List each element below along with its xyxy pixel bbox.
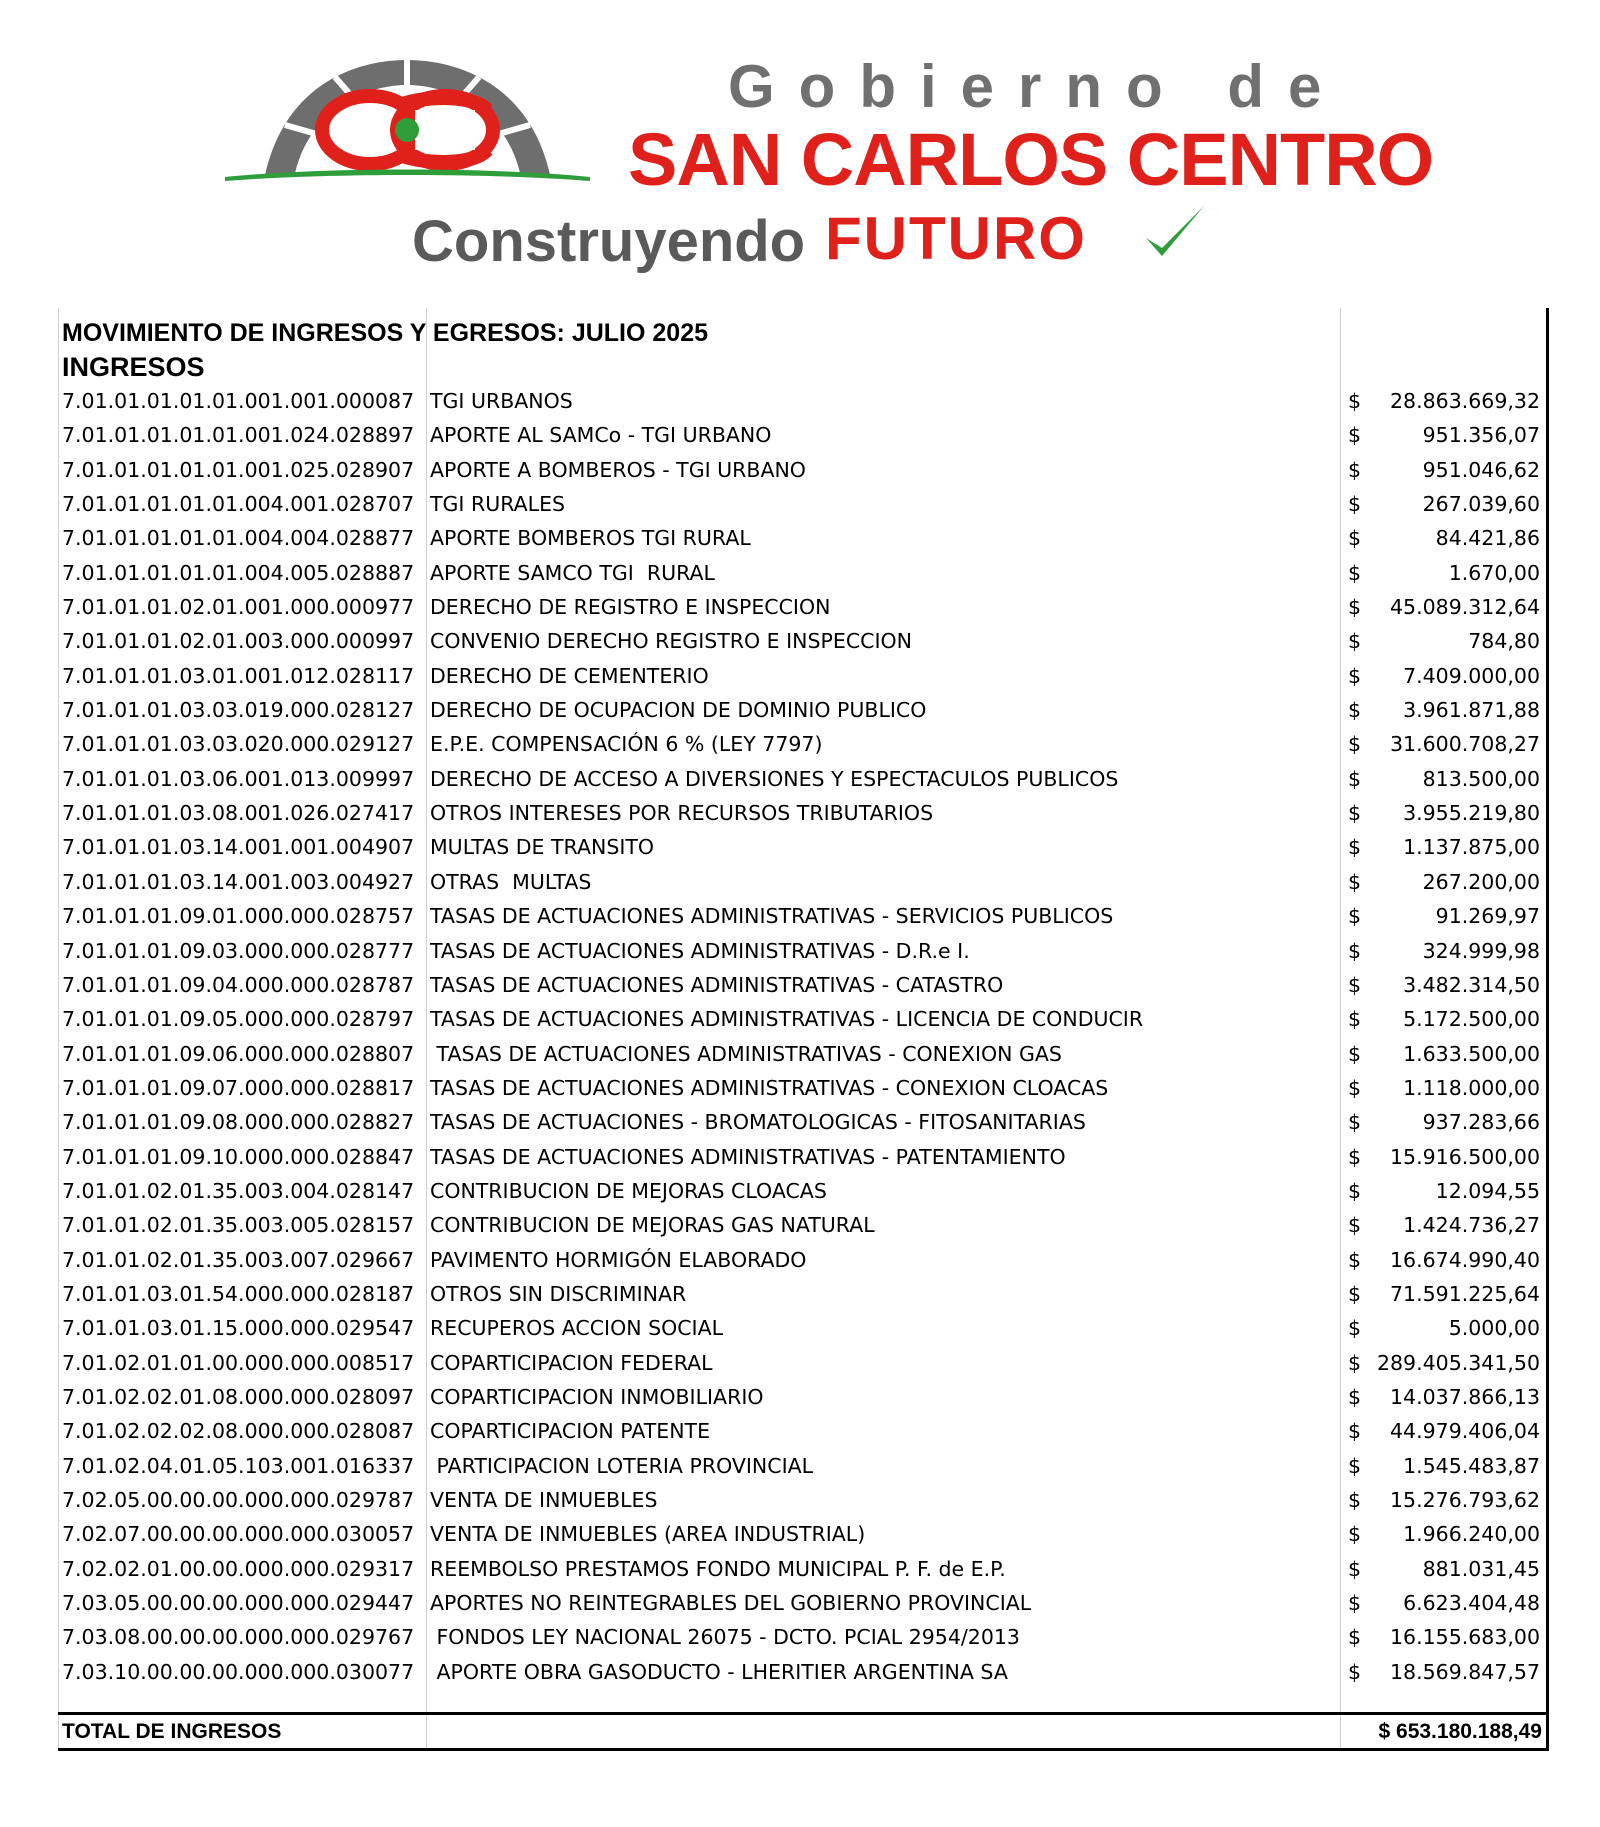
currency-symbol: $: [1348, 698, 1362, 723]
currency-symbol: $: [1348, 423, 1362, 448]
account-code: 7.02.07.00.00.00.000.000.030057: [62, 1522, 415, 1547]
amount-value: 1.118.000,00: [1403, 1075, 1540, 1100]
account-description: TGI URBANOS: [430, 389, 573, 413]
currency-symbol: $: [1348, 1075, 1362, 1100]
table-row: [58, 1311, 1546, 1345]
account-code: 7.01.02.02.02.08.000.000.028087: [62, 1419, 415, 1444]
account-code: 7.01.01.03.01.54.000.000.028187: [62, 1281, 415, 1306]
account-code: 7.01.01.02.01.35.003.007.029667: [62, 1247, 415, 1272]
currency-symbol: $: [1348, 663, 1362, 688]
table-right-border: [1546, 308, 1549, 1748]
account-code: 7.01.01.02.01.35.003.005.028157: [62, 1213, 415, 1238]
account-code: 7.01.01.01.03.06.001.013.009997: [62, 766, 415, 791]
amount-value: 31.600.708,27: [1390, 732, 1540, 757]
table-row: [58, 1380, 1546, 1414]
table-row: [58, 1586, 1546, 1620]
amount-value: 1.633.500,00: [1403, 1041, 1540, 1066]
account-description: DERECHO DE ACCESO A DIVERSIONES Y ESPECTACULOS PUBLICOS: [430, 766, 1119, 791]
total-bottom-border: [58, 1748, 1549, 1751]
account-description: COPARTICIPACION INMOBILIARIO: [430, 1384, 764, 1409]
account-description: TGI RURALES: [430, 492, 566, 517]
account-description: RECUPEROS ACCION SOCIAL: [430, 1316, 724, 1341]
account-description: PARTICIPACION LOTERIA PROVINCIAL: [430, 1453, 814, 1478]
table-row: [58, 1483, 1546, 1517]
account-description: E.P.E. COMPENSACIÓN 6 % (LEY 7797): [430, 732, 823, 757]
amount-value: 267.200,00: [1422, 869, 1540, 894]
table-row: [58, 1002, 1546, 1036]
account-code: 7.03.08.00.00.00.000.000.029767: [62, 1625, 415, 1650]
account-description: VENTA DE INMUEBLES: [430, 1488, 658, 1512]
account-description: REEMBOLSO PRESTAMOS FONDO MUNICIPAL P. F. de E.P.: [430, 1556, 1006, 1581]
total-label: TOTAL DE INGRESOS: [62, 1720, 282, 1743]
amount-value: 1.545.483,87: [1403, 1453, 1540, 1478]
account-description: APORTE SAMCO TGI RURAL: [430, 560, 715, 585]
table-row: [58, 1552, 1546, 1586]
currency-symbol: $: [1348, 1178, 1362, 1203]
amount-value: 45.089.312,64: [1390, 595, 1540, 620]
table-row: [58, 659, 1546, 693]
currency-symbol: $: [1348, 1591, 1362, 1616]
table-row: [58, 865, 1546, 899]
account-code: 7.02.02.01.00.00.000.000.029317: [62, 1556, 415, 1581]
amount-value: 324.999,98: [1422, 938, 1540, 963]
account-code: 7.01.01.01.03.14.001.001.004907: [62, 835, 415, 860]
account-description: APORTE BOMBEROS TGI RURAL: [430, 526, 751, 551]
amount-value: 44.979.406,04: [1390, 1419, 1540, 1444]
account-code: 7.01.02.04.01.05.103.001.016337: [62, 1453, 415, 1478]
account-description: CONTRIBUCION DE MEJORAS CLOACAS: [430, 1178, 827, 1203]
account-code: 7.01.01.01.09.08.000.000.028827: [62, 1110, 415, 1135]
table-row: [58, 934, 1546, 968]
total-amount: $ 653.180.188,49: [1378, 1720, 1542, 1743]
currency-symbol: $: [1348, 938, 1362, 963]
table-row: [58, 1105, 1546, 1139]
table-row: [58, 1208, 1546, 1242]
table-row: [58, 1037, 1546, 1071]
table-row: [58, 487, 1546, 521]
amount-value: 1.670,00: [1448, 560, 1540, 585]
currency-symbol: $: [1348, 1110, 1362, 1135]
amount-value: 1.137.875,00: [1403, 835, 1540, 860]
table-row: [58, 1620, 1546, 1654]
amount-value: 14.037.866,13: [1390, 1384, 1540, 1409]
account-code: 7.01.02.01.01.00.000.000.008517: [62, 1350, 415, 1375]
account-code: 7.01.01.03.01.15.000.000.029547: [62, 1316, 415, 1341]
table-row: [58, 1517, 1546, 1551]
amount-value: 5.000,00: [1448, 1316, 1540, 1341]
amount-value: 951.046,62: [1422, 457, 1540, 482]
header-slogan-part2: FUTURO: [825, 205, 1087, 272]
table-row: [58, 1655, 1546, 1689]
account-code: 7.02.05.00.00.00.000.000.029787: [62, 1488, 415, 1512]
account-description: TASAS DE ACTUACIONES ADMINISTRATIVAS - SERVICIOS PUBLICOS: [430, 904, 1114, 929]
account-code: 7.03.05.00.00.00.000.000.029447: [62, 1591, 415, 1616]
table-row: [58, 1243, 1546, 1277]
currency-symbol: $: [1348, 1316, 1362, 1341]
amount-value: 3.955.219,80: [1403, 801, 1540, 826]
table-row: [58, 693, 1546, 727]
account-description: APORTE A BOMBEROS - TGI URBANO: [430, 457, 806, 482]
account-code: 7.01.01.01.03.01.001.012.028117: [62, 663, 415, 688]
amount-value: 6.623.404,48: [1403, 1591, 1540, 1616]
account-description: TASAS DE ACTUACIONES ADMINISTRATIVAS - PATENTAMIENTO: [430, 1144, 1066, 1169]
currency-symbol: $: [1348, 1453, 1362, 1478]
currency-symbol: $: [1348, 835, 1362, 860]
table-row: [58, 384, 1546, 418]
header-slogan-part1: Construyendo: [412, 209, 806, 274]
account-description: TASAS DE ACTUACIONES ADMINISTRATIVAS - CONEXION GAS: [430, 1041, 1062, 1066]
amount-value: 3.961.871,88: [1403, 698, 1540, 723]
amount-value: 937.283,66: [1422, 1110, 1540, 1135]
amount-value: 881.031,45: [1422, 1556, 1540, 1581]
amount-value: 289.405.341,50: [1376, 1350, 1540, 1375]
header-gobierno-text: Gobierno de: [728, 53, 1346, 120]
amount-value: 15.916.500,00: [1390, 1144, 1540, 1169]
account-description: TASAS DE ACTUACIONES ADMINISTRATIVAS - CATASTRO: [430, 972, 1004, 997]
account-code: 7.01.01.01.09.05.000.000.028797: [62, 1007, 415, 1032]
table-row: [58, 1414, 1546, 1448]
currency-symbol: $: [1348, 457, 1362, 482]
account-code: 7.01.01.01.01.01.004.001.028707: [62, 492, 415, 517]
account-code: 7.03.10.00.00.00.000.000.030077: [62, 1659, 415, 1684]
currency-symbol: $: [1348, 1144, 1362, 1169]
account-description: CONTRIBUCION DE MEJORAS GAS NATURAL: [430, 1213, 875, 1238]
currency-symbol: $: [1348, 560, 1362, 585]
table-row: [58, 453, 1546, 487]
account-description: MULTAS DE TRANSITO: [430, 835, 655, 860]
amount-value: 1.966.240,00: [1403, 1522, 1540, 1547]
currency-symbol: $: [1348, 972, 1362, 997]
account-description: OTRAS MULTAS: [430, 869, 592, 894]
table-row: [58, 556, 1546, 590]
income-rows: [58, 384, 1546, 1689]
table-row: [58, 624, 1546, 658]
account-description: APORTE OBRA GASODUCTO - LHERITIER ARGENTINA SA: [430, 1659, 1008, 1684]
account-code: 7.01.01.01.02.01.001.000.000977: [62, 595, 415, 620]
account-description: CONVENIO DERECHO REGISTRO E INSPECCION: [430, 629, 912, 654]
table-row: [58, 1346, 1546, 1380]
table-row: [58, 762, 1546, 796]
currency-symbol: $: [1348, 526, 1362, 551]
amount-value: 3.482.314,50: [1403, 972, 1540, 997]
amount-value: 16.155.683,00: [1390, 1625, 1540, 1650]
amount-value: 71.591.225,64: [1390, 1281, 1540, 1306]
report-title: MOVIMIENTO DE INGRESOS Y EGRESOS: JULIO 2025: [62, 319, 709, 347]
amount-value: 7.409.000,00: [1403, 663, 1540, 688]
account-description: COPARTICIPACION PATENTE: [430, 1419, 711, 1444]
currency-symbol: $: [1348, 492, 1362, 517]
account-code: 7.01.01.02.01.35.003.004.028147: [62, 1178, 415, 1203]
currency-symbol: $: [1348, 801, 1362, 826]
account-code: 7.01.01.01.01.01.001.001.000087: [62, 389, 415, 413]
account-description: FONDOS LEY NACIONAL 26075 - DCTO. PCIAL 2954/2013: [430, 1625, 1020, 1650]
currency-symbol: $: [1348, 1522, 1362, 1547]
currency-symbol: $: [1348, 766, 1362, 791]
currency-symbol: $: [1348, 595, 1362, 620]
amount-value: 15.276.793,62: [1390, 1488, 1540, 1512]
total-row: [58, 1715, 1546, 1749]
account-description: APORTE AL SAMCo - TGI URBANO: [430, 423, 772, 448]
account-code: 7.01.01.01.03.14.001.003.004927: [62, 869, 415, 894]
amount-value: 84.421,86: [1435, 526, 1540, 551]
currency-symbol: $: [1348, 1041, 1362, 1066]
account-code: 7.01.01.01.01.01.004.004.028877: [62, 526, 415, 551]
account-description: VENTA DE INMUEBLES (AREA INDUSTRIAL): [430, 1522, 866, 1547]
table-row: [58, 1071, 1546, 1105]
amount-value: 28.863.669,32: [1390, 389, 1540, 413]
account-description: TASAS DE ACTUACIONES ADMINISTRATIVAS - LICENCIA DE CONDUCIR: [430, 1007, 1144, 1032]
amount-value: 267.039,60: [1422, 492, 1540, 517]
currency-symbol: $: [1348, 1247, 1362, 1272]
currency-symbol: $: [1348, 904, 1362, 929]
amount-value: 12.094,55: [1435, 1178, 1540, 1203]
currency-symbol: $: [1348, 389, 1362, 413]
table-row: [58, 830, 1546, 864]
account-code: 7.01.01.01.09.03.000.000.028777: [62, 938, 415, 963]
account-description: COPARTICIPACION FEDERAL: [430, 1350, 713, 1375]
currency-symbol: $: [1348, 629, 1362, 654]
account-code: 7.01.01.01.01.01.004.005.028887: [62, 560, 415, 585]
currency-symbol: $: [1348, 1281, 1362, 1306]
account-code: 7.01.01.01.09.04.000.000.028787: [62, 972, 415, 997]
account-code: 7.01.01.01.09.10.000.000.028847: [62, 1144, 415, 1169]
table-row: [58, 1277, 1546, 1311]
currency-symbol: $: [1348, 1213, 1362, 1238]
section-heading: INGRESOS: [62, 352, 205, 382]
table-row: [58, 1449, 1546, 1483]
currency-symbol: $: [1348, 1007, 1362, 1032]
account-code: 7.01.01.01.09.06.000.000.028807: [62, 1041, 415, 1066]
account-code: 7.01.01.01.02.01.003.000.000997: [62, 629, 415, 654]
table-row: [58, 727, 1546, 761]
amount-value: 813.500,00: [1422, 766, 1540, 791]
table-row: [58, 899, 1546, 933]
account-description: TASAS DE ACTUACIONES - BROMATOLOGICAS - FITOSANITARIAS: [430, 1110, 1086, 1135]
amount-value: 1.424.736,27: [1403, 1213, 1540, 1238]
amount-value: 5.172.500,00: [1403, 1007, 1540, 1032]
currency-symbol: $: [1348, 1488, 1362, 1512]
amount-value: 784,80: [1468, 629, 1540, 654]
account-description: OTROS SIN DISCRIMINAR: [430, 1281, 687, 1306]
currency-symbol: $: [1348, 1384, 1362, 1409]
header-municipality-name: SAN CARLOS CENTRO: [628, 118, 1434, 201]
amount-value: 91.269,97: [1435, 904, 1540, 929]
table-row: [58, 1174, 1546, 1208]
table-row: [58, 590, 1546, 624]
account-code: 7.01.01.01.01.01.001.024.028897: [62, 423, 415, 448]
table-row: [58, 418, 1546, 452]
currency-symbol: $: [1348, 1625, 1362, 1650]
account-code: 7.01.01.01.03.08.001.026.027417: [62, 801, 415, 826]
account-code: 7.01.02.02.01.08.000.000.028097: [62, 1384, 415, 1409]
currency-symbol: $: [1348, 869, 1362, 894]
checkmark-icon: [1140, 200, 1210, 270]
account-description: APORTES NO REINTEGRABLES DEL GOBIERNO PROVINCIAL: [430, 1591, 1032, 1616]
currency-symbol: $: [1348, 1556, 1362, 1581]
table-row: [58, 968, 1546, 1002]
account-code: 7.01.01.01.01.01.001.025.028907: [62, 457, 415, 482]
account-code: 7.01.01.01.03.03.020.000.029127: [62, 732, 415, 757]
account-description: TASAS DE ACTUACIONES ADMINISTRATIVAS - CONEXION CLOACAS: [430, 1075, 1109, 1100]
table-row: [58, 796, 1546, 830]
account-description: PAVIMENTO HORMIGÓN ELABORADO: [430, 1247, 807, 1272]
municipal-logo-icon: [225, 55, 590, 195]
page-header: [0, 0, 1600, 300]
account-code: 7.01.01.01.09.01.000.000.028757: [62, 904, 415, 929]
currency-symbol: $: [1348, 732, 1362, 757]
account-code: 7.01.01.01.03.03.019.000.028127: [62, 698, 415, 723]
amount-value: 18.569.847,57: [1390, 1659, 1540, 1684]
account-description: OTROS INTERESES POR RECURSOS TRIBUTARIOS: [430, 801, 934, 826]
currency-symbol: $: [1348, 1419, 1362, 1444]
amount-value: 16.674.990,40: [1390, 1247, 1540, 1272]
account-description: DERECHO DE OCUPACION DE DOMINIO PUBLICO: [430, 698, 927, 723]
account-code: 7.01.01.01.09.07.000.000.028817: [62, 1075, 415, 1100]
amount-value: 951.356,07: [1422, 423, 1540, 448]
currency-symbol: $: [1348, 1350, 1362, 1375]
table-row: [58, 521, 1546, 555]
currency-symbol: $: [1348, 1659, 1362, 1684]
account-description: TASAS DE ACTUACIONES ADMINISTRATIVAS - D.R.e I.: [430, 938, 970, 963]
account-description: DERECHO DE REGISTRO E INSPECCION: [430, 595, 831, 620]
account-description: DERECHO DE CEMENTERIO: [430, 663, 709, 688]
table-row: [58, 1140, 1546, 1174]
